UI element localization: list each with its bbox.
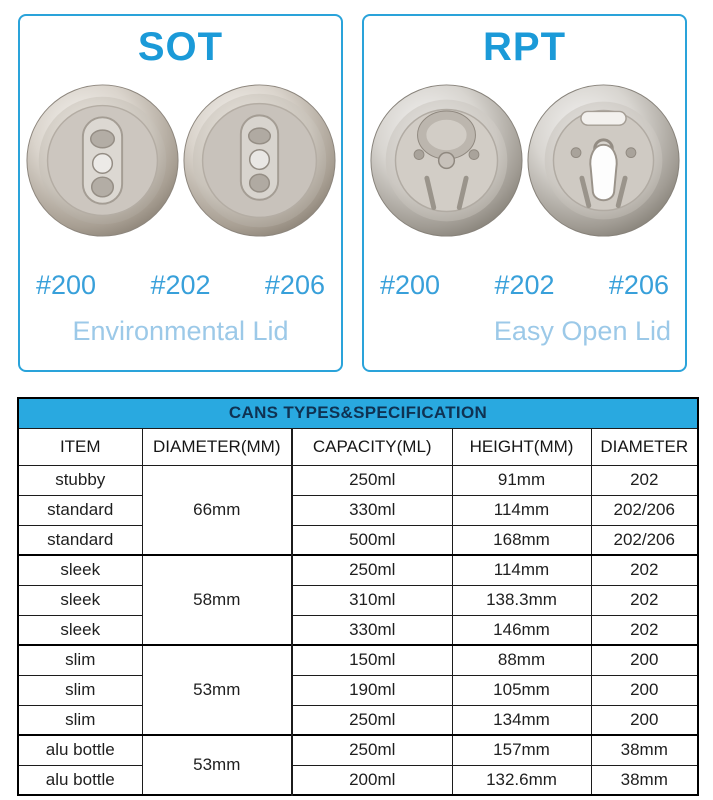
cell-item: slim	[18, 705, 142, 735]
cell-lid-diameter: 202	[591, 465, 698, 495]
cell-lid-diameter: 200	[591, 675, 698, 705]
cell-height: 105mm	[452, 675, 591, 705]
table-row	[18, 495, 698, 525]
cell-capacity: 330ml	[292, 495, 452, 525]
panel-rpt	[362, 14, 687, 372]
cell-height: 132.6mm	[452, 765, 591, 795]
table-row	[18, 705, 698, 735]
cell-item: alu bottle	[18, 765, 142, 795]
rpt-sizes-row	[364, 271, 685, 301]
cell-capacity: 310ml	[292, 585, 452, 615]
table-row	[18, 645, 698, 675]
column-header-diameter-mm: DIAMETER(MM)	[142, 428, 292, 465]
cell-capacity: 330ml	[292, 615, 452, 645]
size-label: #206	[608, 270, 669, 300]
cell-lid-diameter: 202/206	[591, 525, 698, 555]
cell-height: 168mm	[452, 525, 591, 555]
sot-sizes-row	[20, 271, 341, 301]
cell-item: standard	[18, 525, 142, 555]
table-row	[18, 735, 698, 765]
cell-item: sleek	[18, 585, 142, 615]
sot-lid-image	[181, 82, 338, 239]
cell-capacity: 200ml	[292, 765, 452, 795]
column-header-item: ITEM	[18, 428, 142, 465]
cell-lid-diameter: 202	[591, 585, 698, 615]
cell-lid-diameter: 38mm	[591, 765, 698, 795]
cell-diameter-group: 53mm	[142, 645, 292, 735]
cell-capacity: 250ml	[292, 555, 452, 585]
cell-height: 88mm	[452, 645, 591, 675]
cell-height: 138.3mm	[452, 585, 591, 615]
cell-height: 91mm	[452, 465, 591, 495]
cell-lid-diameter: 202/206	[591, 495, 698, 525]
table-row	[18, 585, 698, 615]
cell-height: 114mm	[452, 555, 591, 585]
table-row	[18, 555, 698, 585]
cell-lid-diameter: 200	[591, 705, 698, 735]
cell-height: 146mm	[452, 615, 591, 645]
column-header-capacity: CAPACITY(ML)	[292, 428, 452, 465]
size-label: #206	[264, 270, 325, 300]
size-label: #200	[36, 270, 97, 300]
rpt-lid-opened-image	[525, 82, 682, 239]
cell-capacity: 250ml	[292, 735, 452, 765]
size-label: #202	[494, 270, 555, 300]
cell-item: stubby	[18, 465, 142, 495]
cell-item: standard	[18, 495, 142, 525]
cell-item: sleek	[18, 615, 142, 645]
cell-height: 114mm	[452, 495, 591, 525]
cell-height: 134mm	[452, 705, 591, 735]
cell-lid-diameter: 38mm	[591, 735, 698, 765]
rpt-lids-row	[364, 82, 685, 239]
table-row	[18, 525, 698, 555]
size-label: #200	[380, 270, 441, 300]
cell-capacity: 250ml	[292, 465, 452, 495]
sot-lids-row	[20, 82, 341, 239]
rpt-caption: Easy Open Lid	[493, 315, 671, 346]
lid-panels-section	[0, 0, 713, 372]
cell-capacity: 150ml	[292, 645, 452, 675]
table-caption-row	[18, 398, 698, 428]
column-header-height: HEIGHT(MM)	[452, 428, 591, 465]
cell-item: slim	[18, 645, 142, 675]
cell-item: sleek	[18, 555, 142, 585]
cell-item: slim	[18, 675, 142, 705]
cell-capacity: 500ml	[292, 525, 452, 555]
size-label: #202	[150, 270, 211, 300]
cell-diameter-group: 66mm	[142, 465, 292, 555]
cell-diameter-group: 53mm	[142, 735, 292, 795]
cell-lid-diameter: 200	[591, 645, 698, 675]
rpt-lid-unopened-image	[368, 82, 525, 239]
table-row	[18, 765, 698, 795]
table-header-row	[18, 428, 698, 465]
cell-capacity: 250ml	[292, 705, 452, 735]
table-row	[18, 675, 698, 705]
cell-diameter-group: 58mm	[142, 555, 292, 645]
cell-item: alu bottle	[18, 735, 142, 765]
table-row	[18, 615, 698, 645]
sot-caption: Environmental Lid	[72, 315, 289, 346]
table-caption: CANS TYPES&SPECIFICATION	[18, 398, 698, 428]
cell-capacity: 190ml	[292, 675, 452, 705]
cell-lid-diameter: 202	[591, 615, 698, 645]
table-row	[18, 465, 698, 495]
panel-sot-title: SOT	[137, 25, 224, 69]
panel-sot	[18, 14, 343, 372]
sot-lid-image	[24, 82, 181, 239]
spec-table	[17, 397, 699, 796]
cell-height: 157mm	[452, 735, 591, 765]
cell-lid-diameter: 202	[591, 555, 698, 585]
panel-rpt-title: RPT	[483, 25, 566, 69]
column-header-diameter: DIAMETER	[591, 428, 698, 465]
